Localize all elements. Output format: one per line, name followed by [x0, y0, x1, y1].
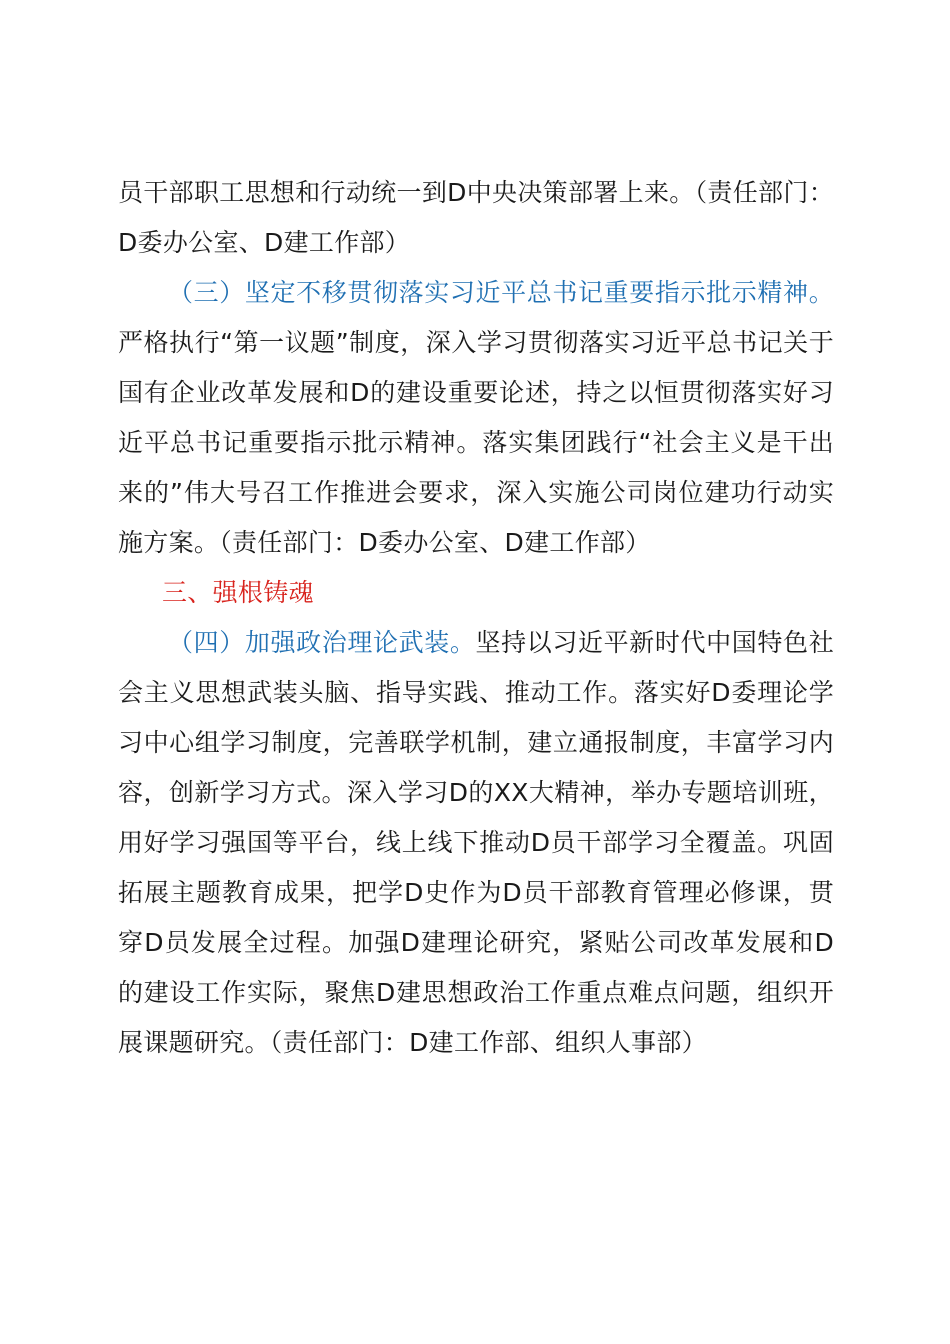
document-body [118, 168, 834, 1068]
section-three-heading [118, 568, 834, 618]
subsection-four-body: 坚持以习近平新时代中国特色社会主义思想武装头脑、指导实践、推动工作。落实好D委理论学习中心组学习制度，完善联学机制，建立通报制度，丰富学习内容，创新学习方式。深入学习D的XX大精神，举办专题培训班，用好学习强国等平台，线上线下推动D员干部学习全覆盖。巩固拓展主题教育成果，把学D史作为D员干部教育管理必修课，贯穿D员发展全过程。加强D建理论研究，紧贴公司改革发展和D的建设工作实际，聚焦D建思想政治工作重点难点问题，组织开展课题研究。（责任部门：D建工作部、组织人事部） [118, 628, 834, 1057]
subsection-three-heading: （三）坚定不移贯彻落实习近平总书记重要指示批示精神。 [168, 278, 834, 307]
section-three-heading-text: 三、强根铸魂 [162, 578, 314, 607]
continued-paragraph [118, 168, 834, 268]
subsection-four-paragraph [118, 618, 834, 1068]
subsection-four-heading: （四）加强政治理论武装。 [168, 628, 476, 657]
subsection-three-paragraph [118, 268, 834, 568]
subsection-three-body: 严格执行“第一议题”制度，深入学习贯彻落实习近平总书记关于国有企业改革发展和D的建设重要论述，持之以恒贯彻落实好习近平总书记重要指示批示精神。落实集团践行“社会主义是干出来的”伟大号召工作推进会要求，深入实施公司岗位建功行动实施方案。（责任部门：D委办公室、D建工作部） [118, 328, 834, 557]
continued-paragraph-text: 员干部职工思想和行动统一到D中央决策部署上来。（责任部门：D委办公室、D建工作部） [118, 178, 834, 257]
